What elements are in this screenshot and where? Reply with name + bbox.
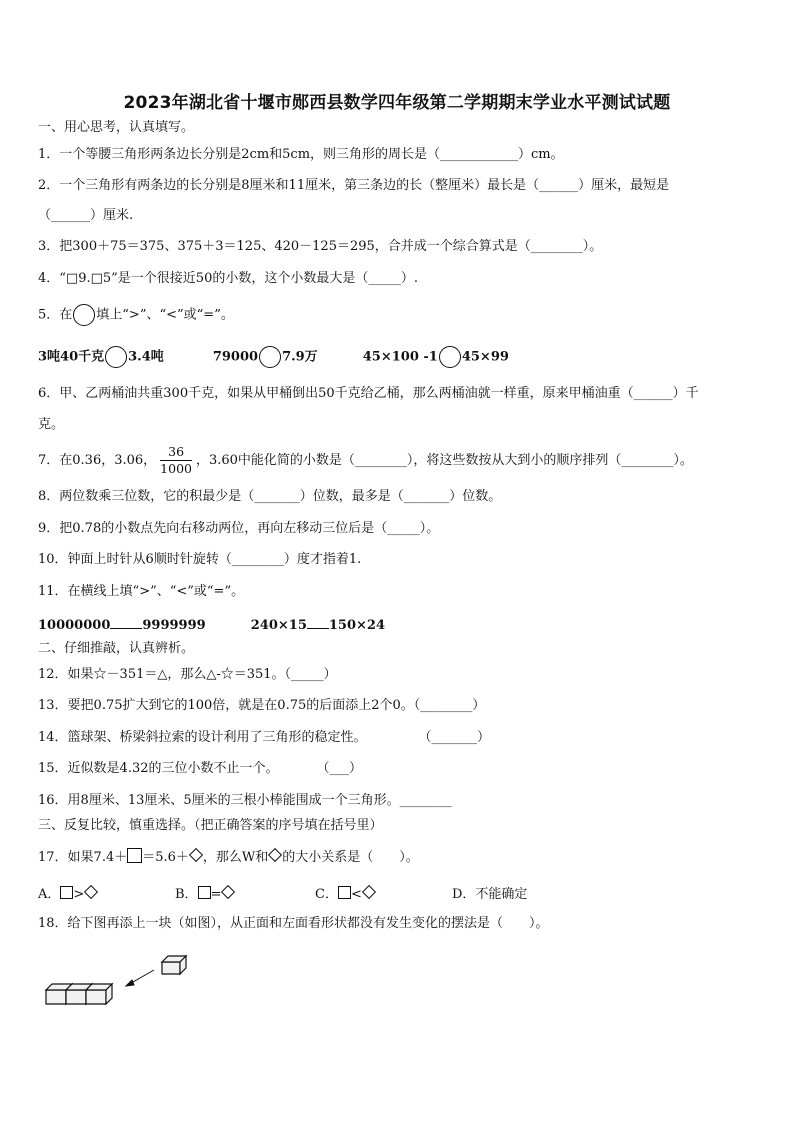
q5-item-1-right: 3.4吨 [128,349,164,365]
option-b-label: B． [175,887,198,902]
option-c-label: C． [315,887,338,902]
q5-item-3-left: 45×100 -1 [362,349,438,365]
q11-b-right: 150×24 [328,618,386,633]
question-14 [38,729,490,747]
cube-row [46,984,112,1004]
question-8: 8．两位数乘三位数，它的积最少是（_______）位数，最多是（_______）位数。 [38,489,502,504]
square-icon [60,886,73,899]
option-a-label: A． [38,887,61,902]
fraction [160,444,192,477]
question-6-line-2: 克。 [38,417,65,432]
question-15 [38,760,362,778]
q5-item-3-right: 45×99 [461,349,509,365]
q11-a-right: 9999999 [142,618,206,633]
square-icon [198,886,211,899]
diamond-icon [84,885,98,899]
q11-b-left: 240×15 [250,618,307,633]
diamond-icon [221,885,235,899]
question-3: 3．把300＋75＝375、375＋3＝125、420－125＝295，合并成一个综合算式是（________）。 [38,239,603,254]
section-2-heading: 二、仔细推敲，认真辨析。 [38,641,195,656]
question-17-post: ，那么W和 [202,850,269,865]
cube-2-front [66,990,86,1004]
fill-line[interactable] [307,614,329,629]
question-5-items [38,346,509,368]
fraction-numerator: 36 [160,444,192,461]
cube-figure [42,950,202,1012]
square-icon [127,848,142,863]
question-2-line-2: （______）厘米. [38,208,134,223]
question-10: 10．钟面上时针从6顺时针旋转（________）度才指着1. [38,552,362,567]
cube-3-front [86,990,106,1004]
circle-blank-icon[interactable] [439,346,461,368]
question-1: 1．一个等腰三角形两条边长分别是2cm和5cm，则三角形的周长是（____________）cm。 [38,147,564,162]
question-5 [38,304,234,326]
option-c-relation: < [350,887,362,902]
question-13: 13．要把0.75扩大到它的100倍，就是在0.75的后面添上2个0。（________） [38,698,486,713]
option-b-relation: = [210,887,222,902]
q5-item-1-left: 3吨40千克 [38,349,105,365]
diamond-icon [189,848,203,862]
question-15-blank[interactable]: （___） [316,761,363,776]
option-a[interactable] [38,883,98,902]
question-7-prefix: 7．在0.36，3.06， [38,453,157,468]
question-18: 18．给下图再添上一块（如图），从正面和左面看形状都没有发生变化的摆法是（ ）。 [38,916,549,931]
question-2-line-1: 2．一个三角形有两条边的长分别是8厘米和11厘米，第三条边的长（整厘米）最长是（______）厘米，最短是 [38,178,670,193]
single-cube [162,956,186,974]
question-15-text: 15．近似数是4.32的三位小数不止一个。 [38,761,279,776]
arrow [126,970,154,986]
question-6-line-1: 6．甲、乙两桶油共重300千克，如果从甲桶倒出50千克给乙桶，那么两桶油就一样重，原来甲桶油重（______）千 [38,386,699,401]
q5-item-2-left: 79000 [212,349,259,365]
diamond-icon [362,885,376,899]
question-7 [38,443,693,479]
single-cube-front [162,962,180,974]
question-5-suffix: 填上“>”、“<”或“=”。 [96,307,234,323]
option-a-relation: > [73,887,85,902]
section-1-heading: 一、用心思考，认真填写。 [38,120,195,135]
q11-a-left: 10000000 [38,618,111,633]
question-17 [38,848,419,867]
question-17-end: 的大小关系是（ ）。 [282,850,419,865]
square-icon [338,886,351,899]
question-11: 11．在横线上填“>”、“<”或“=”。 [38,584,245,599]
question-5-prefix: 5．在 [38,307,73,323]
cube-1-front [46,990,66,1004]
option-c[interactable] [315,883,376,902]
question-17-prefix: 17．如果7.4＋ [38,850,128,865]
diamond-icon [268,848,282,862]
fill-line[interactable] [110,614,142,629]
question-9: 9．把0.78的小数点先向右移动两位，再向左移动三位后是（_____）。 [38,521,440,536]
section-3-heading: 三、反复比较，慎重选择。（把正确答案的序号填在括号里） [38,818,383,833]
option-b[interactable] [175,883,235,902]
question-14-text: 14．篮球架、桥梁斜拉索的设计利用了三角形的稳定性。 [38,730,367,745]
fraction-denominator: 1000 [160,461,192,476]
q5-item-2-right: 7.9万 [282,349,318,365]
question-12: 12．如果☆－351＝△，那么△-☆＝351。（_____） [38,667,337,682]
circle-blank-icon[interactable] [105,346,127,368]
page-title: 2023年湖北省十堰市郧西县数学四年级第二学期期末学业水平测试试题 [123,93,671,113]
question-17-mid: ＝5.6＋ [142,850,189,865]
question-4: 4．“□9.□5”是一个很接近50的小数，这个小数最大是（_____）. [38,271,418,286]
circle-blank-icon [73,304,95,326]
question-14-blank[interactable]: （_______） [418,730,491,745]
question-7-suffix: ，3.60中能化简的小数是（________），将这些数按从大到小的顺序排列（________）。 [195,453,693,468]
option-d[interactable]: D．不能确定 [452,887,528,902]
question-11-items [38,614,385,635]
question-16: 16．用8厘米、13厘米、5厘米的三根小棒能围成一个三角形。________ [38,793,452,808]
circle-blank-icon[interactable] [259,346,281,368]
